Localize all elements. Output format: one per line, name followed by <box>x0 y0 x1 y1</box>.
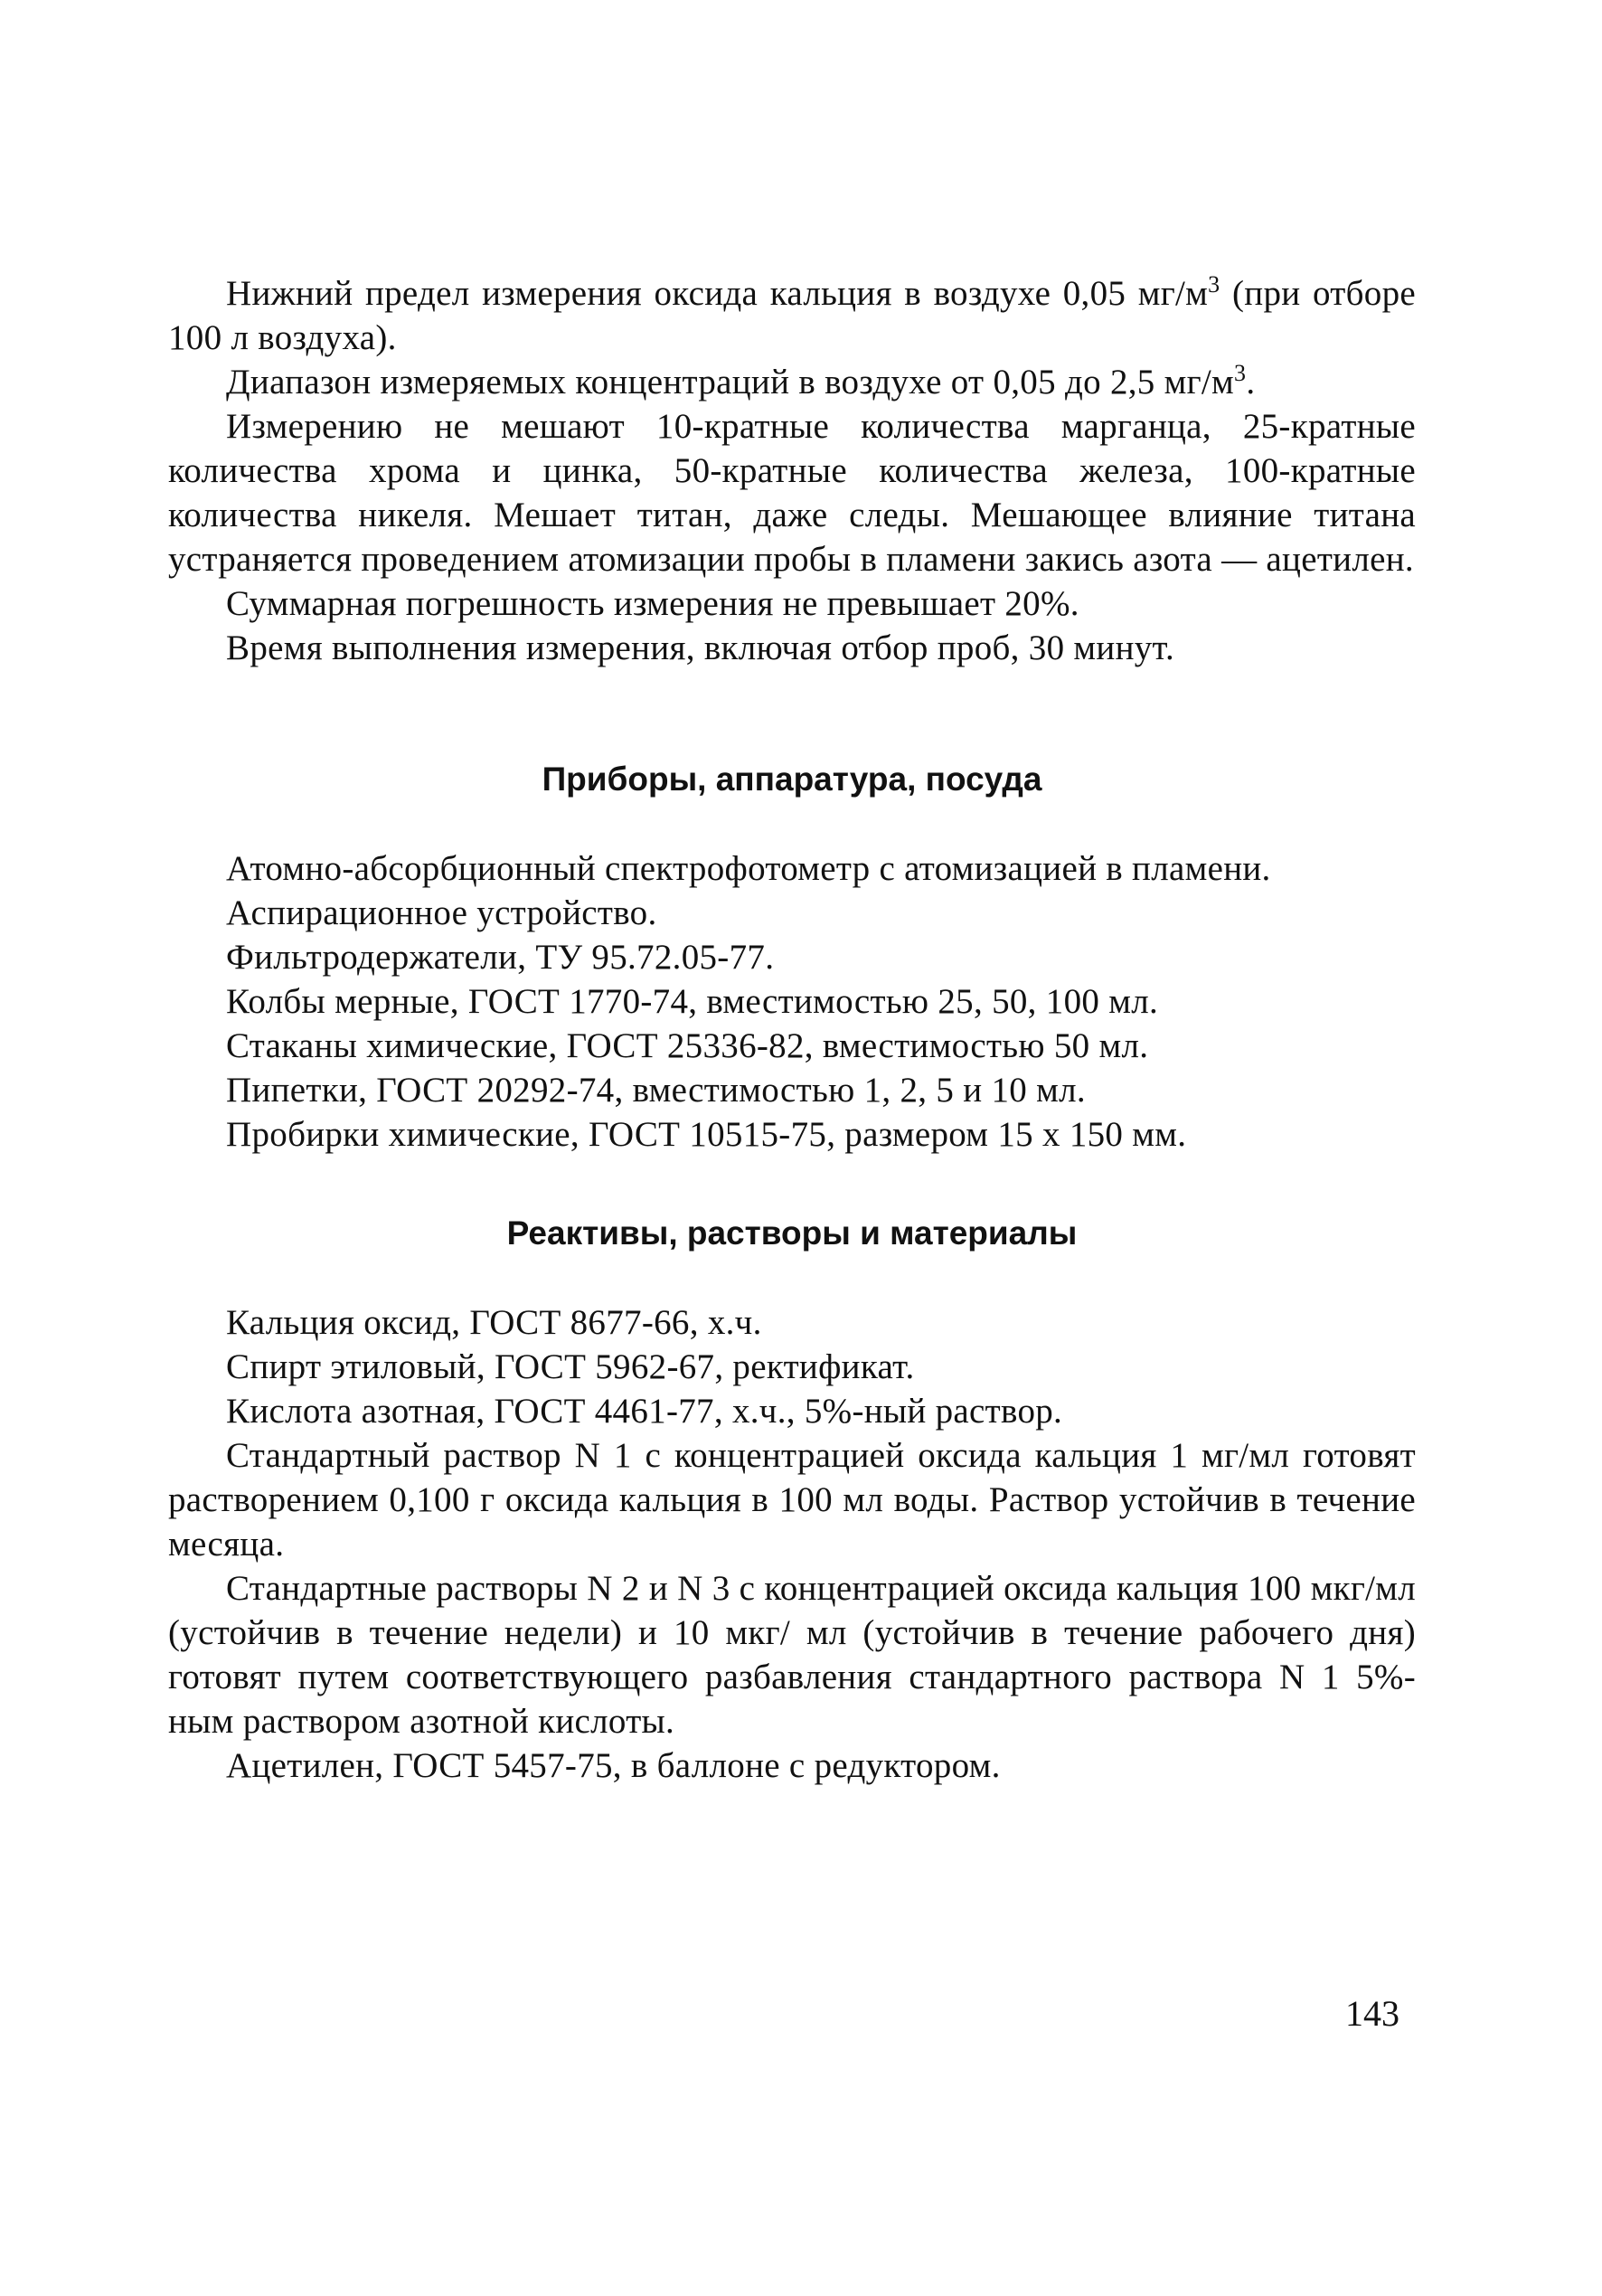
reagent-item: Кислота азотная, ГОСТ 4461-77, х.ч., 5%-ный раствор. <box>226 1392 1063 1431</box>
interference-paragraph: Измерению не мешают 10-кратные количества марганца, 25-кратные количества хрома и цинка, 50-кратные количества железа, 100-кратные количества никеля. Мешает титан, даже следы. Мешающее влияние титана устраняется проведением атомизации пробы в пламени закись азота — ацетилен. <box>168 407 1416 579</box>
equipment-item: Аспирационное устройство. <box>226 893 657 932</box>
lower-limit-text: Нижний предел измерения оксида кальция в воздухе 0,05 мг/м <box>226 274 1209 313</box>
spacer <box>168 1157 1416 1211</box>
equipment-item: Пипетки, ГОСТ 20292-74, вместимостью 1, 2, 5 и 10 мл. <box>226 1071 1086 1110</box>
page-number: 143 <box>1345 1993 1399 2034</box>
error-paragraph: Суммарная погрешность измерения не превышает 20%. <box>226 584 1079 623</box>
equipment-item: Колбы мерные, ГОСТ 1770-74, вместимостью 25, 50, 100 мл. <box>226 982 1159 1021</box>
equipment-item: Фильтродержатели, ТУ 95.72.05-77. <box>226 938 775 977</box>
equipment-heading: Приборы, аппаратура, посуда <box>542 761 1042 798</box>
reagent-item: Спирт этиловый, ГОСТ 5962-67, ректификат. <box>226 1347 915 1386</box>
range-text: Диапазон измеряемых концентраций в воздухе от 0,05 до 2,5 мг/м <box>226 363 1235 402</box>
unit-superscript: 3 <box>1234 360 1247 386</box>
reagent-item: Ацетилен, ГОСТ 5457-75, в баллоне с редуктором. <box>226 1746 1001 1785</box>
equipment-list <box>168 846 1416 1157</box>
reagents-heading: Реактивы, растворы и материалы <box>506 1214 1078 1252</box>
reagent-item: Кальция оксид, ГОСТ 8677-66, х.ч. <box>226 1303 762 1342</box>
equipment-item: Пробирки химические, ГОСТ 10515-75, размером 15 х 150 мм. <box>226 1115 1187 1154</box>
range-tail: . <box>1246 363 1256 402</box>
reagent-item: Стандартный раствор N 1 с концентрацией оксида кальция 1 мг/мл готовят растворением 0,100 г оксида кальция в 100 мл воды. Раствор устойчив в течение месяца. <box>168 1436 1416 1564</box>
lower-limit-paragraph <box>168 271 1416 360</box>
spacer <box>168 1255 1416 1300</box>
spacer <box>168 801 1416 846</box>
reagents-list <box>168 1300 1416 1788</box>
document-page <box>168 271 1416 1788</box>
lower-limit-tail: (при отборе 100 л воздуха). <box>168 274 1416 357</box>
unit-superscript: 3 <box>1208 271 1220 298</box>
duration-paragraph: Время выполнения измерения, включая отбор проб, 30 минут. <box>226 628 1174 667</box>
spacer <box>168 670 1416 757</box>
equipment-item: Стаканы химические, ГОСТ 25336-82, вместимостью 50 мл. <box>226 1026 1149 1065</box>
range-paragraph <box>168 360 1416 404</box>
equipment-item: Атомно-абсорбционный спектрофотометр с атомизацией в пламени. <box>226 849 1271 888</box>
reagent-item: Стандартные растворы N 2 и N 3 с концентрацией оксида кальция 100 мкг/мл (устойчив в течение недели) и 10 мкг/ мл (устойчив в течение рабочего дня) готовят путем соответствующего разбавления стандартного раствора N 1 5%-ным раствором азотной кислоты. <box>168 1569 1416 1741</box>
